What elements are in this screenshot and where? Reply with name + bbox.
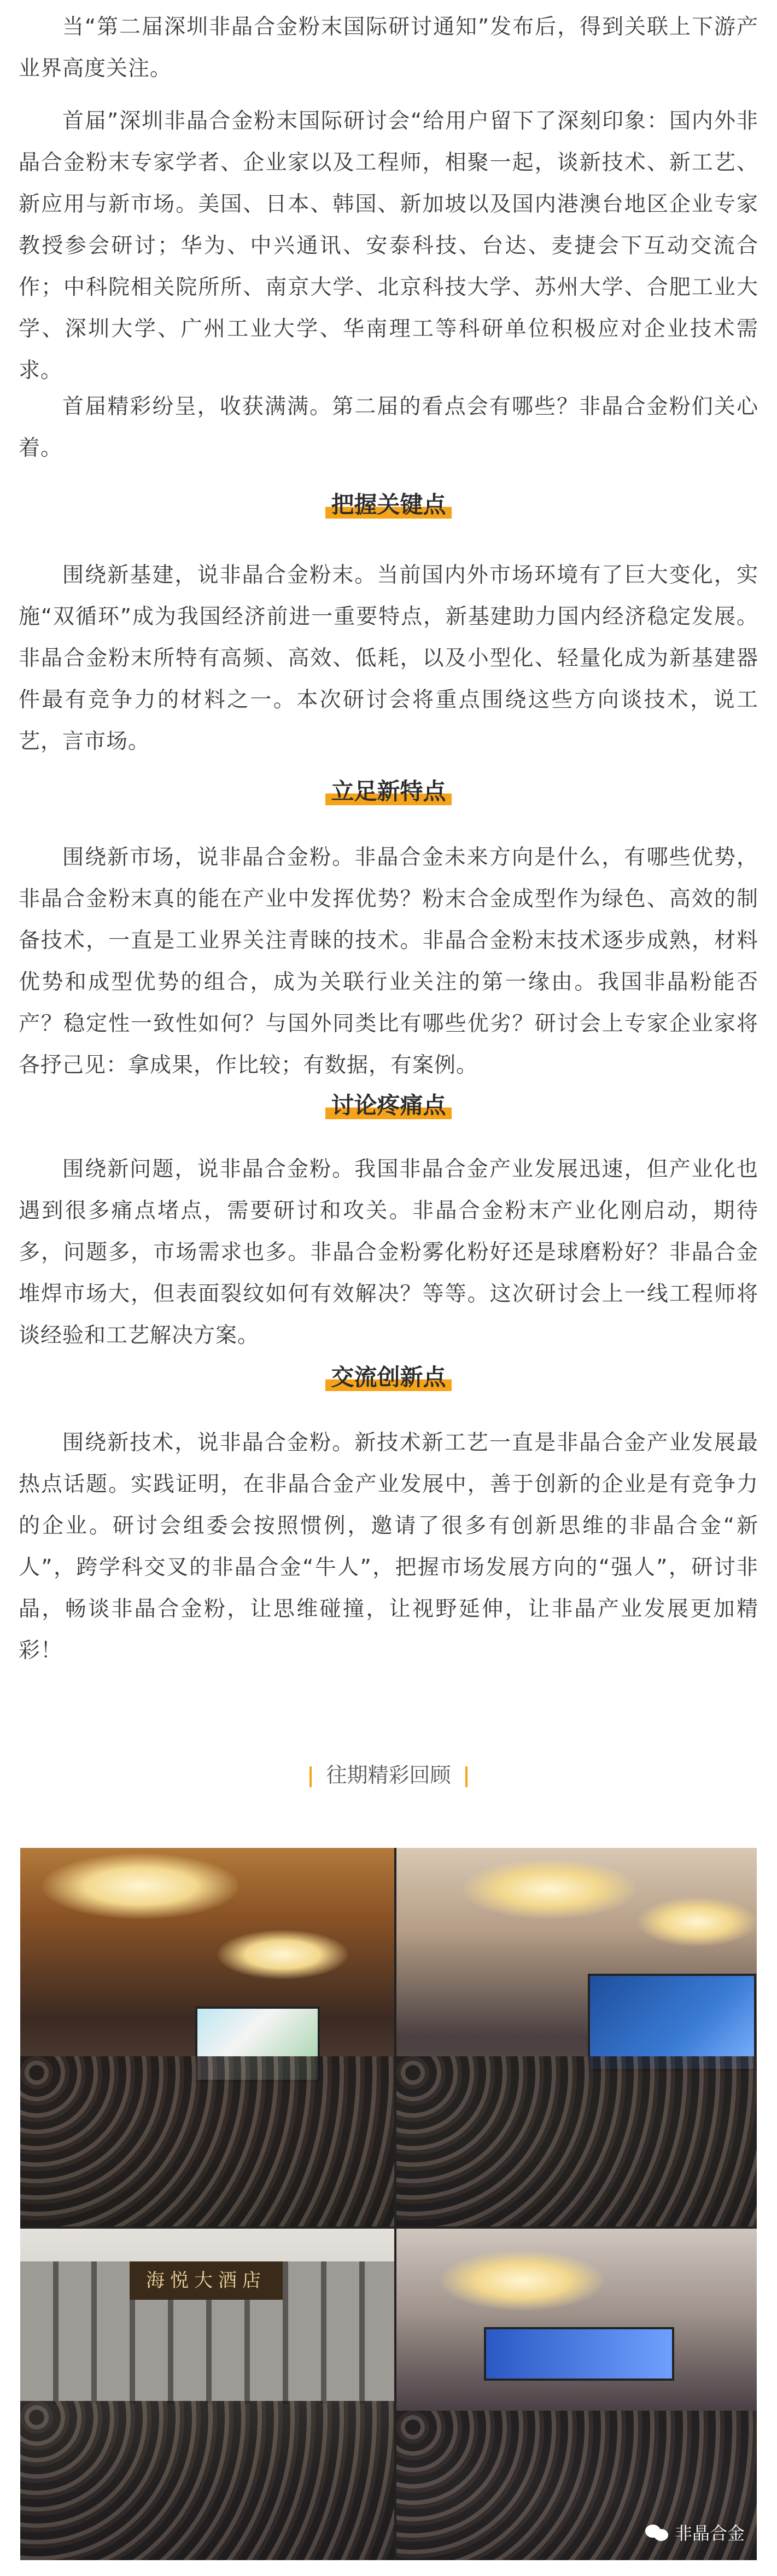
group-of-people	[20, 2401, 394, 2560]
section-heading-key-points	[0, 489, 777, 521]
photo-symposium-audience	[396, 1848, 757, 2226]
section-heading-pain-points	[0, 1089, 777, 1122]
wechat-icon	[645, 2522, 669, 2542]
past-highlights-title	[0, 1759, 777, 1792]
section-heading-text: 把握关键点	[325, 489, 451, 521]
hotel-sign: 海悦大酒店	[130, 2261, 283, 2300]
intro-paragraph-3: 首届精彩纷呈，收获满满。第二届的看点会有哪些？非晶合金粉们关心着。	[19, 394, 758, 461]
chandelier	[440, 2251, 604, 2311]
section-heading-text: 讨论疼痛点	[325, 1089, 451, 1122]
chandelier	[462, 1859, 637, 1919]
section-heading-new-features	[0, 775, 777, 808]
section-body-new-features: 围绕新市场，说非晶合金粉。非晶合金未来方向是什么，有哪些优势，非晶合金粉末真的能在产业中发挥优势？粉末合金成型作为绿色、高效的制备技术，一直是工业界关注青睐的技术。非晶合金粉末技术逐步成熟，材料优势和成型优势的组合，成为关联行业关注的第一缘由。我国非晶粉能否产？稳定性一致性如何？与国外同类比有哪些优劣？研讨会上专家企业家将各抒己见：拿成果，作比较；有数据，有案例。	[19, 845, 758, 1078]
photo-venue-stage	[396, 2229, 757, 2560]
chandelier	[42, 1853, 239, 1919]
divider-bar	[465, 1766, 468, 1787]
wechat-watermark	[645, 2520, 745, 2545]
section-heading-text: 交流创新点	[325, 1361, 451, 1394]
intro-paragraph-1: 当“第二届深圳非晶合金粉末国际研讨通知”发布后，得到关联上下游产业界高度关注。	[19, 15, 758, 81]
section-heading-text: 立足新特点	[325, 775, 451, 808]
photo-group-photo-hotel	[20, 2229, 394, 2560]
photo-collage	[20, 1848, 757, 2560]
intro-paragraph-2: 首届”深圳非晶合金粉末国际研讨会“给用户留下了深刻印象：国内外非晶合金粉末专家学者、企业家以及工程师，相聚一起，谈新技术、新工艺、新应用与新市场。美国、日本、韩国、新加坡以及国内港澳台地区企业专家教授参会研讨；华为、中兴通讯、安泰科技、台达、麦捷会下互动交流合作；中科院相关院所所、南京大学、北京科技大学、苏州大学、合肥工业大学、深圳大学、广州工业大学、华南理工等科研单位积极应对企业技术需求。	[19, 109, 758, 383]
section-body-innovation: 围绕新技术，说非晶合金粉。新技术新工艺一直是非晶合金产业发展最热点话题。实践证明，在非晶合金产业发展中，善于创新的企业是有竞争力的企业。研讨会组委会按照惯例，邀请了很多有创新思维的非晶合金“新人”，跨学科交叉的非晶合金“牛人”，把握市场发展方向的“强人”，研讨非晶，畅谈非晶合金粉，让思维碰撞，让视野延伸，让非晶产业发展更加精彩！	[19, 1431, 758, 1663]
stage-banner	[484, 2327, 674, 2381]
section-heading-innovation	[0, 1361, 777, 1394]
photo-conference-hall-presentation	[20, 1848, 394, 2226]
divider-bar	[309, 1766, 312, 1787]
audience	[396, 2056, 757, 2226]
section-body-pain-points: 围绕新问题，说非晶合金粉。我国非晶合金产业发展迅速，但产业化也遇到很多痛点堵点，需要研讨和攻关。非晶合金粉末产业化刚启动，期待多，问题多，市场需求也多。非晶合金粉雾化粉好还是球磨粉好？非晶合金堆焊市场大，但表面裂纹如何有效解决？等等。这次研讨会上一线工程师将谈经验和工艺解决方案。	[19, 1157, 758, 1348]
audience	[20, 2056, 394, 2226]
watermark-text: 非晶合金	[674, 2523, 745, 2544]
chandelier	[637, 1897, 757, 1946]
chandelier	[217, 1930, 348, 1979]
past-highlights-label: 往期精彩回顾	[326, 1763, 451, 1787]
section-body-key-points: 围绕新基建，说非晶合金粉末。当前国内外市场环境有了巨大变化，实施“双循环”成为我国经济前进一重要特点，新基建助力国内经济稳定发展。非晶合金粉末所特有高频、高效、低耗，以及小型化、轻量化成为新基建器件最有竞争力的材料之一。本次研讨会将重点围绕这些方向谈技术，说工艺，言市场。	[19, 563, 758, 754]
